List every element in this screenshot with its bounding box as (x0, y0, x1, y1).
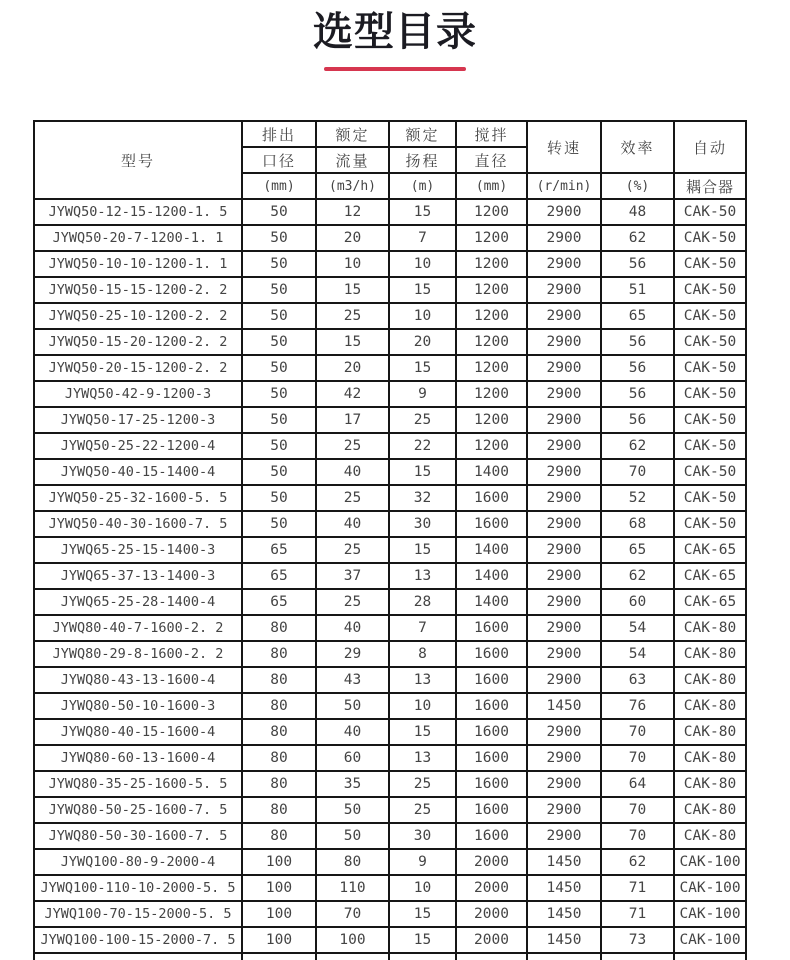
coupler-cell: CAK-100 (674, 875, 746, 901)
header-flow-line1: 额定 (316, 121, 389, 147)
efficiency-cell: 64 (601, 771, 674, 797)
table-row (34, 641, 746, 667)
outlet-diameter-cell: 50 (242, 355, 316, 381)
model-cell: JYWQ80-29-8-1600-2. 2 (34, 641, 242, 667)
table-row (34, 355, 746, 381)
table-row (34, 615, 746, 641)
header-coupler-line2: 耦合器 (685, 177, 734, 196)
table-row (34, 927, 746, 953)
efficiency-cell: 68 (601, 511, 674, 537)
outlet-diameter-cell: 50 (242, 381, 316, 407)
table-row (34, 199, 746, 225)
outlet-diameter-cell: 80 (242, 615, 316, 641)
rated-flow-cell: 20 (316, 225, 389, 251)
table-row (34, 797, 746, 823)
table-row (34, 563, 746, 589)
rated-head-cell: 28 (389, 589, 456, 615)
rated-head-cell: 22 (389, 433, 456, 459)
speed-cell: 2900 (527, 381, 601, 407)
rated-head-cell: 15 (389, 901, 456, 927)
rated-head-cell: 30 (389, 511, 456, 537)
model-cell: JYWQ80-40-7-1600-2. 2 (34, 615, 242, 641)
header-mixing-unit: (mm) (456, 173, 527, 199)
coupler-cell: CAK-50 (674, 225, 746, 251)
model-cell: JYWQ50-40-15-1400-4 (34, 459, 242, 485)
rated-head-cell: 20 (389, 329, 456, 355)
table-row (34, 459, 746, 485)
mixing-diameter-cell: 1200 (456, 277, 527, 303)
efficiency-cell: 71 (601, 901, 674, 927)
model-cell: JYWQ50-12-15-1200-1. 5 (34, 199, 242, 225)
outlet-diameter-cell: 80 (242, 797, 316, 823)
outlet-diameter-cell: 50 (242, 303, 316, 329)
efficiency-cell: 56 (601, 355, 674, 381)
mixing-diameter-cell: 2000 (456, 875, 527, 901)
mixing-diameter-cell: 1200 (456, 199, 527, 225)
rated-head-cell: 7 (389, 225, 456, 251)
efficiency-cell: 62 (601, 849, 674, 875)
rated-flow-cell: 17 (316, 407, 389, 433)
table-row (34, 745, 746, 771)
efficiency-cell: 56 (601, 329, 674, 355)
table-row (34, 485, 746, 511)
speed-cell: 2900 (527, 511, 601, 537)
rated-head-cell: 15 (389, 537, 456, 563)
header-model: 型号 (34, 121, 242, 199)
rated-head-cell: 25 (389, 797, 456, 823)
rated-flow-cell: 25 (316, 537, 389, 563)
rated-flow-cell: 20 (316, 355, 389, 381)
rated-head-cell: 10 (389, 693, 456, 719)
speed-cell: 1450 (527, 927, 601, 953)
model-cell: JYWQ80-60-13-1600-4 (34, 745, 242, 771)
model-cell: JYWQ50-15-20-1200-2. 2 (34, 329, 242, 355)
table-row (34, 511, 746, 537)
outlet-diameter-cell: 100 (242, 927, 316, 953)
rated-head-cell: 9 (389, 849, 456, 875)
coupler-cell: CAK-50 (674, 485, 746, 511)
model-cell: JYWQ80-50-10-1600-3 (34, 693, 242, 719)
mixing-diameter-cell: 1200 (456, 329, 527, 355)
header-flow-unit: (m3/h) (316, 173, 389, 199)
mixing-diameter-cell: 1600 (456, 771, 527, 797)
speed-cell: 2900 (527, 745, 601, 771)
header-efficiency: 效率 (601, 121, 674, 173)
model-cell: JYWQ50-42-9-1200-3 (34, 381, 242, 407)
outlet-diameter-cell: 80 (242, 641, 316, 667)
speed-cell: 1450 (527, 875, 601, 901)
efficiency-cell: 76 (601, 693, 674, 719)
table-row (34, 589, 746, 615)
model-cell: JYWQ50-25-32-1600-5. 5 (34, 485, 242, 511)
outlet-diameter-cell: 80 (242, 693, 316, 719)
outlet-diameter-cell: 50 (242, 199, 316, 225)
outlet-diameter-cell: 50 (242, 251, 316, 277)
table-row (34, 381, 746, 407)
table-row (34, 875, 746, 901)
efficiency-cell: 62 (601, 225, 674, 251)
header-outlet-line1: 排出 (242, 121, 316, 147)
model-cell: JYWQ65-25-28-1400-4 (34, 589, 242, 615)
coupler-cell: CAK-50 (674, 277, 746, 303)
efficiency-cell: 62 (601, 433, 674, 459)
mixing-diameter-cell: 1200 (456, 433, 527, 459)
table-row (34, 693, 746, 719)
outlet-diameter-cell: 80 (242, 823, 316, 849)
coupler-cell: CAK-50 (674, 407, 746, 433)
outlet-diameter-cell: 50 (242, 511, 316, 537)
rated-head-cell: 10 (389, 875, 456, 901)
table-row (34, 719, 746, 745)
efficiency-cell: 71 (601, 875, 674, 901)
page-title: 选型目录 (313, 9, 477, 55)
mixing-diameter-cell: 1200 (456, 251, 527, 277)
coupler-cell: CAK-80 (674, 745, 746, 771)
outlet-diameter-cell: 50 (242, 329, 316, 355)
model-cell: JYWQ65-25-15-1400-3 (34, 537, 242, 563)
rated-flow-cell: 60 (316, 745, 389, 771)
rated-head-cell: 25 (389, 407, 456, 433)
outlet-diameter-cell: 100 (242, 849, 316, 875)
rated-flow-cell: 29 (316, 641, 389, 667)
model-cell: JYWQ100-110-10-2000-5. 5 (34, 875, 242, 901)
efficiency-cell: 48 (601, 199, 674, 225)
model-cell: JYWQ80-50-25-1600-7. 5 (34, 797, 242, 823)
rated-flow-cell: 70 (316, 901, 389, 927)
rated-flow-cell: 25 (316, 589, 389, 615)
outlet-diameter-cell: 80 (242, 667, 316, 693)
rated-head-cell: 7 (389, 615, 456, 641)
model-cell: JYWQ100-70-15-2000-5. 5 (34, 901, 242, 927)
coupler-cell: CAK-80 (674, 641, 746, 667)
coupler-cell: CAK-65 (674, 563, 746, 589)
rated-flow-cell: 80 (316, 849, 389, 875)
rated-flow-cell: 15 (316, 277, 389, 303)
rated-flow-cell: 40 (316, 719, 389, 745)
model-cell: JYWQ50-17-25-1200-3 (34, 407, 242, 433)
truncated-table-row (34, 953, 746, 960)
efficiency-cell: 54 (601, 615, 674, 641)
mixing-diameter-cell: 1200 (456, 225, 527, 251)
mixing-diameter-cell: 1600 (456, 641, 527, 667)
model-cell: JYWQ80-40-15-1600-4 (34, 719, 242, 745)
mixing-diameter-cell: 1400 (456, 563, 527, 589)
mixing-diameter-cell: 1400 (456, 537, 527, 563)
rated-head-cell: 30 (389, 823, 456, 849)
rated-flow-cell: 37 (316, 563, 389, 589)
efficiency-cell: 56 (601, 251, 674, 277)
speed-cell: 2900 (527, 771, 601, 797)
speed-cell: 2900 (527, 277, 601, 303)
mixing-diameter-cell: 2000 (456, 927, 527, 953)
speed-cell: 2900 (527, 407, 601, 433)
coupler-cell: CAK-80 (674, 615, 746, 641)
rated-head-cell: 15 (389, 277, 456, 303)
title-underline-decoration (324, 67, 466, 71)
mixing-diameter-cell: 1600 (456, 797, 527, 823)
rated-head-cell: 15 (389, 459, 456, 485)
outlet-diameter-cell: 50 (242, 485, 316, 511)
model-cell: JYWQ100-80-9-2000-4 (34, 849, 242, 875)
mixing-diameter-cell: 1600 (456, 485, 527, 511)
efficiency-cell: 63 (601, 667, 674, 693)
header-mixing-line1: 搅拌 (456, 121, 527, 147)
rated-flow-cell: 25 (316, 303, 389, 329)
table-row (34, 251, 746, 277)
rated-flow-cell: 25 (316, 433, 389, 459)
table-row (34, 823, 746, 849)
table-row (34, 407, 746, 433)
table-row (34, 901, 746, 927)
speed-cell: 1450 (527, 901, 601, 927)
speed-cell: 2900 (527, 641, 601, 667)
efficiency-cell: 70 (601, 823, 674, 849)
table-row (34, 303, 746, 329)
efficiency-cell: 70 (601, 719, 674, 745)
header-head-unit: (m) (389, 173, 456, 199)
outlet-diameter-cell: 50 (242, 277, 316, 303)
coupler-cell: CAK-50 (674, 459, 746, 485)
coupler-cell: CAK-80 (674, 693, 746, 719)
efficiency-cell: 62 (601, 563, 674, 589)
model-cell: JYWQ50-40-30-1600-7. 5 (34, 511, 242, 537)
mixing-diameter-cell: 2000 (456, 849, 527, 875)
model-cell: JYWQ50-20-15-1200-2. 2 (34, 355, 242, 381)
coupler-cell: CAK-50 (674, 199, 746, 225)
speed-cell: 2900 (527, 355, 601, 381)
header-head-line2: 扬程 (389, 147, 456, 173)
speed-cell: 2900 (527, 199, 601, 225)
efficiency-cell: 51 (601, 277, 674, 303)
rated-flow-cell: 40 (316, 459, 389, 485)
outlet-diameter-cell: 80 (242, 719, 316, 745)
outlet-diameter-cell: 65 (242, 589, 316, 615)
rated-head-cell: 13 (389, 745, 456, 771)
coupler-cell: CAK-65 (674, 537, 746, 563)
outlet-diameter-cell: 100 (242, 901, 316, 927)
mixing-diameter-cell: 1200 (456, 355, 527, 381)
header-coupler-line1: 自动 (674, 121, 746, 173)
header-speed: 转速 (527, 121, 601, 173)
efficiency-cell: 56 (601, 407, 674, 433)
model-cell: JYWQ50-15-15-1200-2. 2 (34, 277, 242, 303)
speed-cell: 2900 (527, 485, 601, 511)
outlet-diameter-cell: 65 (242, 537, 316, 563)
mixing-diameter-cell: 2000 (456, 901, 527, 927)
header-flow-line2: 流量 (316, 147, 389, 173)
speed-cell: 2900 (527, 433, 601, 459)
model-cell: JYWQ50-25-10-1200-2. 2 (34, 303, 242, 329)
efficiency-cell: 70 (601, 797, 674, 823)
coupler-cell: CAK-80 (674, 667, 746, 693)
efficiency-cell: 70 (601, 459, 674, 485)
header-row-1 (34, 121, 746, 147)
model-cell: JYWQ50-20-7-1200-1. 1 (34, 225, 242, 251)
outlet-diameter-cell: 50 (242, 459, 316, 485)
model-cell: JYWQ50-10-10-1200-1. 1 (34, 251, 242, 277)
mixing-diameter-cell: 1600 (456, 667, 527, 693)
header-efficiency-unit: (%) (601, 173, 674, 199)
rated-head-cell: 13 (389, 563, 456, 589)
table-row (34, 329, 746, 355)
rated-head-cell: 13 (389, 667, 456, 693)
table-row (34, 667, 746, 693)
mixing-diameter-cell: 1600 (456, 693, 527, 719)
coupler-cell: CAK-80 (674, 719, 746, 745)
rated-head-cell: 15 (389, 927, 456, 953)
speed-cell: 2900 (527, 615, 601, 641)
efficiency-cell: 73 (601, 927, 674, 953)
speed-cell: 2900 (527, 797, 601, 823)
rated-head-cell: 32 (389, 485, 456, 511)
model-cell: JYWQ65-37-13-1400-3 (34, 563, 242, 589)
table-row (34, 277, 746, 303)
efficiency-cell: 65 (601, 303, 674, 329)
rated-flow-cell: 110 (316, 875, 389, 901)
coupler-cell: CAK-100 (674, 849, 746, 875)
mixing-diameter-cell: 1600 (456, 745, 527, 771)
rated-head-cell: 15 (389, 719, 456, 745)
speed-cell: 2900 (527, 329, 601, 355)
rated-flow-cell: 10 (316, 251, 389, 277)
rated-flow-cell: 100 (316, 927, 389, 953)
rated-head-cell: 15 (389, 199, 456, 225)
header-outlet-unit: (mm) (242, 173, 316, 199)
speed-cell: 2900 (527, 823, 601, 849)
efficiency-cell: 54 (601, 641, 674, 667)
coupler-cell: CAK-50 (674, 381, 746, 407)
coupler-cell: CAK-50 (674, 511, 746, 537)
rated-flow-cell: 15 (316, 329, 389, 355)
efficiency-cell: 60 (601, 589, 674, 615)
efficiency-cell: 52 (601, 485, 674, 511)
speed-cell: 2900 (527, 537, 601, 563)
rated-flow-cell: 43 (316, 667, 389, 693)
rated-flow-cell: 50 (316, 797, 389, 823)
coupler-cell: CAK-80 (674, 797, 746, 823)
efficiency-cell: 70 (601, 745, 674, 771)
rated-head-cell: 9 (389, 381, 456, 407)
outlet-diameter-cell: 80 (242, 745, 316, 771)
rated-head-cell: 10 (389, 303, 456, 329)
efficiency-cell: 65 (601, 537, 674, 563)
speed-cell: 2900 (527, 589, 601, 615)
coupler-cell: CAK-50 (674, 251, 746, 277)
coupler-cell: CAK-100 (674, 927, 746, 953)
table-row (34, 433, 746, 459)
coupler-cell: CAK-80 (674, 771, 746, 797)
rated-flow-cell: 12 (316, 199, 389, 225)
mixing-diameter-cell: 1600 (456, 719, 527, 745)
outlet-diameter-cell: 80 (242, 771, 316, 797)
model-cell: JYWQ50-25-22-1200-4 (34, 433, 242, 459)
mixing-diameter-cell: 1200 (456, 303, 527, 329)
rated-flow-cell: 50 (316, 693, 389, 719)
rated-head-cell: 15 (389, 355, 456, 381)
mixing-diameter-cell: 1400 (456, 459, 527, 485)
model-cell: JYWQ80-35-25-1600-5. 5 (34, 771, 242, 797)
coupler-cell: CAK-50 (674, 355, 746, 381)
outlet-diameter-cell: 50 (242, 407, 316, 433)
speed-cell: 2900 (527, 667, 601, 693)
outlet-diameter-cell: 65 (242, 563, 316, 589)
outlet-diameter-cell: 50 (242, 433, 316, 459)
coupler-cell: CAK-65 (674, 589, 746, 615)
rated-flow-cell: 40 (316, 615, 389, 641)
mixing-diameter-cell: 1600 (456, 823, 527, 849)
table-row (34, 771, 746, 797)
rated-head-cell: 8 (389, 641, 456, 667)
speed-cell: 2900 (527, 251, 601, 277)
table-row (34, 849, 746, 875)
speed-cell: 2900 (527, 719, 601, 745)
table-row (34, 537, 746, 563)
rated-head-cell: 25 (389, 771, 456, 797)
model-cell: JYWQ80-43-13-1600-4 (34, 667, 242, 693)
speed-cell: 2900 (527, 303, 601, 329)
header-head-line1: 额定 (389, 121, 456, 147)
mixing-diameter-cell: 1200 (456, 381, 527, 407)
coupler-cell: CAK-50 (674, 433, 746, 459)
model-cell: JYWQ100-100-15-2000-7. 5 (34, 927, 242, 953)
rated-flow-cell: 35 (316, 771, 389, 797)
coupler-cell: CAK-50 (674, 303, 746, 329)
coupler-cell: CAK-50 (674, 329, 746, 355)
mixing-diameter-cell: 1600 (456, 615, 527, 641)
rated-flow-cell: 42 (316, 381, 389, 407)
speed-cell: 1450 (527, 849, 601, 875)
speed-cell: 2900 (527, 225, 601, 251)
rated-flow-cell: 40 (316, 511, 389, 537)
model-cell: JYWQ80-50-30-1600-7. 5 (34, 823, 242, 849)
coupler-cell: CAK-80 (674, 823, 746, 849)
speed-cell: 2900 (527, 563, 601, 589)
coupler-cell: CAK-100 (674, 901, 746, 927)
speed-cell: 1450 (527, 693, 601, 719)
mixing-diameter-cell: 1400 (456, 589, 527, 615)
header-mixing-line2: 直径 (456, 147, 527, 173)
table-row (34, 225, 746, 251)
efficiency-cell: 56 (601, 381, 674, 407)
rated-head-cell: 10 (389, 251, 456, 277)
rated-flow-cell: 25 (316, 485, 389, 511)
rated-flow-cell: 50 (316, 823, 389, 849)
pump-selection-table (33, 120, 747, 960)
speed-cell: 2900 (527, 459, 601, 485)
outlet-diameter-cell: 50 (242, 225, 316, 251)
mixing-diameter-cell: 1600 (456, 511, 527, 537)
header-outlet-line2: 口径 (242, 147, 316, 173)
outlet-diameter-cell: 100 (242, 875, 316, 901)
mixing-diameter-cell: 1200 (456, 407, 527, 433)
header-speed-unit: (r/min) (527, 173, 601, 199)
